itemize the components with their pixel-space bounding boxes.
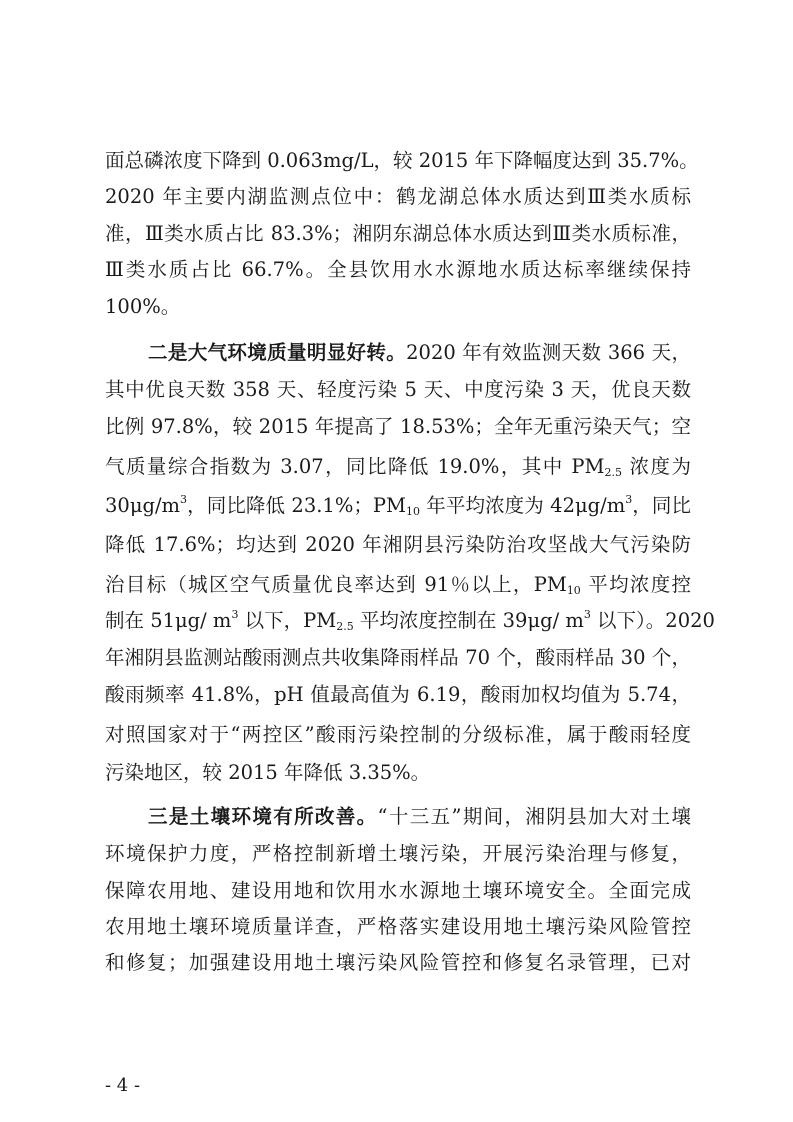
soil-line-1 xyxy=(148,800,691,834)
air-line-7 xyxy=(105,568,691,602)
air-line-2: 其中优良天数 358 天、轻度污染 5 天、中度污染 3 天，优良天数 xyxy=(105,378,691,401)
unit-superscript: 3 xyxy=(583,608,591,621)
pm10-subscript: 10 xyxy=(405,505,420,518)
air-line-6: 降低 17.6%；均达到 2020 年湘阴县污染防治攻坚战大气污染防 xyxy=(105,533,691,556)
air-line-5-c: 年平均浓度为 42μg/m xyxy=(419,494,626,517)
air-line-8-b: 以下，PM xyxy=(238,609,337,632)
water-line-1: 面总磷浓度下降到 0.063mg/L，较 2015 年下降幅度达到 35.7%。 xyxy=(105,149,699,172)
air-line-5 xyxy=(105,489,691,523)
air-line-1-text: 2020 年有效监测天数 366 天， xyxy=(406,341,691,364)
air-line-11: 对照国家对于“两控区”酸雨污染控制的分级标准，属于酸雨轻度 xyxy=(105,723,691,746)
air-line-4 xyxy=(105,450,691,484)
water-line-2: 2020 年主要内湖监测点位中：鹤龙湖总体水质达到Ⅲ类水质标 xyxy=(105,185,691,208)
air-line-3: 比例 97.8%，较 2015 年提高了 18.53%；全年无重污染天气；空 xyxy=(105,415,691,438)
air-line-12: 污染地区，较 2015 年降低 3.35%。 xyxy=(105,761,431,784)
pm10-subscript: 10 xyxy=(566,584,581,597)
water-line-4: Ⅲ类水质占比 66.7%。全县饮用水水源地水质达标率继续保持 xyxy=(105,258,691,281)
soil-line-3: 保障农用地、建设用地和饮用水水源地土壤环境安全。全面完成 xyxy=(105,879,691,902)
air-line-9: 年湘阴县监测站酸雨测点共收集降雨样品 70 个，酸雨样品 30 个， xyxy=(105,646,691,669)
soil-line-2: 环境保护力度，严格控制新增土壤污染，开展污染治理与修复， xyxy=(105,842,691,865)
soil-line-4: 农用地土壤环境质量详查，严格落实建设用地土壤污染风险管控 xyxy=(105,915,691,938)
page-number: - 4 - xyxy=(105,1075,141,1096)
air-line-4-b: 浓度为 xyxy=(621,455,691,478)
soil-heading: 三是土壤环境有所改善。 xyxy=(148,805,378,828)
water-line-5: 100%。 xyxy=(105,295,181,318)
air-line-5-a: 30μg/m xyxy=(105,494,181,517)
air-line-10: 酸雨频率 41.8%，pH 值最高值为 6.19，酸雨加权均值为 5.74， xyxy=(105,683,691,706)
pm25-subscript: 2.5 xyxy=(336,620,354,633)
unit-superscript: 3 xyxy=(625,493,633,506)
air-heading: 二是大气环境质量明显好转。 xyxy=(148,341,407,364)
air-line-8-d: 以下）。2020 xyxy=(590,609,715,632)
air-line-5-d: ，同比 xyxy=(632,494,691,517)
air-line-4-a: 气质量综合指数为 3.07，同比降低 19.0%，其中 PM xyxy=(105,455,605,478)
air-line-8-c: 平均浓度控制在 39μg/ m xyxy=(353,609,584,632)
water-line-3: 准，Ⅲ类水质占比 83.3%；湘阴东湖总体水质达到Ⅲ类水质标准， xyxy=(105,222,691,245)
air-line-7-a: 治目标（城区空气质量优良率达到 91％以上，PM xyxy=(105,573,567,596)
air-line-1 xyxy=(148,336,691,370)
air-line-5-b: ，同比降低 23.1%；PM xyxy=(187,494,406,517)
unit-superscript: 3 xyxy=(180,493,188,506)
air-line-8-a: 制在 51μg/ m xyxy=(105,609,232,632)
soil-line-5: 和修复；加强建设用地土壤污染风险管控和修复名录管理，已对 xyxy=(105,951,691,974)
soil-line-1-text: “十三五”期间，湘阴县加大对土壤 xyxy=(377,805,691,828)
air-line-8 xyxy=(105,604,715,638)
pm25-subscript: 2.5 xyxy=(604,466,622,479)
air-line-7-b: 平均浓度控 xyxy=(580,573,691,596)
unit-superscript: 3 xyxy=(231,608,239,621)
